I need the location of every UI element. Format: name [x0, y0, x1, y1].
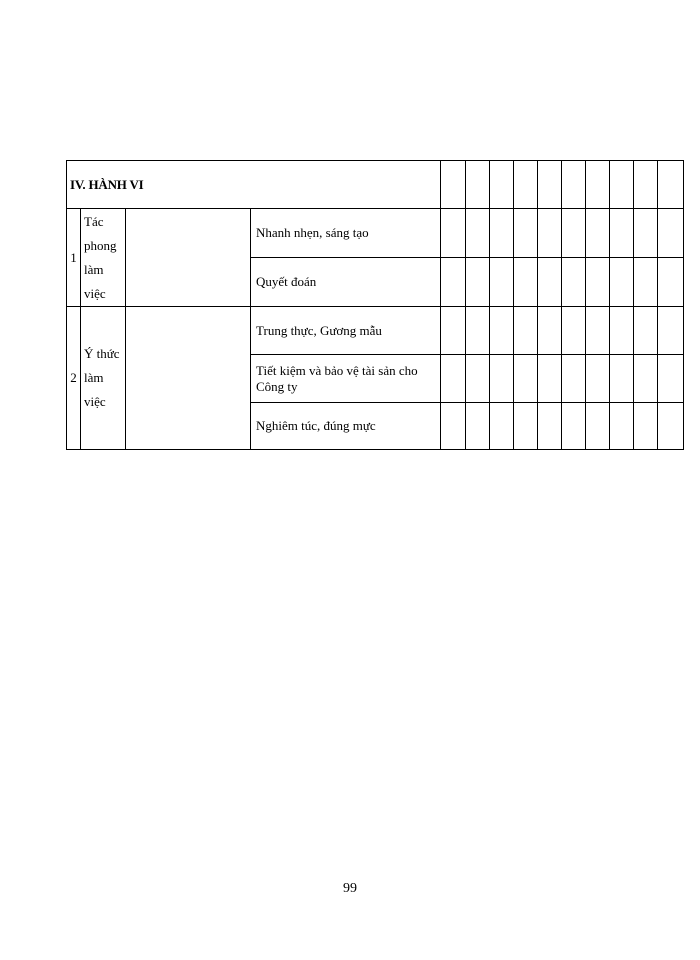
group-name-line: làm việc	[84, 370, 106, 409]
score-cell	[562, 403, 586, 450]
criterion-label: Nghiêm túc, đúng mực	[251, 403, 441, 450]
score-cell	[514, 258, 538, 307]
score-cell	[586, 307, 610, 355]
score-cell	[514, 209, 538, 258]
score-cell	[658, 307, 684, 355]
score-cell	[610, 258, 634, 307]
score-cell	[562, 209, 586, 258]
score-cell	[441, 307, 466, 355]
score-cell	[441, 355, 466, 403]
group-name-line: Tác	[84, 213, 104, 229]
criterion-label: Tiết kiệm và bảo vệ tài sản cho Công ty	[251, 355, 441, 403]
score-cell	[466, 403, 490, 450]
score-cell	[634, 209, 658, 258]
criterion-label: Quyết đoán	[251, 258, 441, 307]
score-cell	[586, 161, 610, 209]
score-cell	[441, 403, 466, 450]
score-cell	[562, 355, 586, 403]
score-cell	[441, 161, 466, 209]
group-name	[81, 307, 126, 450]
section-header-row	[67, 161, 684, 209]
group-name	[81, 209, 126, 307]
score-cell	[562, 161, 586, 209]
criterion-row	[67, 209, 684, 258]
score-cell	[610, 209, 634, 258]
score-cell	[658, 209, 684, 258]
score-cell	[538, 355, 562, 403]
section-title: IV. HÀNH VI	[67, 161, 441, 209]
score-cell	[466, 161, 490, 209]
score-cell	[538, 258, 562, 307]
behavior-evaluation-table	[66, 160, 684, 450]
score-cell	[658, 258, 684, 307]
score-cell	[562, 307, 586, 355]
score-cell	[441, 258, 466, 307]
score-cell	[658, 355, 684, 403]
score-cell	[490, 209, 514, 258]
score-cell	[634, 355, 658, 403]
group-name-line: làm việc	[84, 261, 106, 301]
score-cell	[538, 209, 562, 258]
score-cell	[538, 403, 562, 450]
group-name-line: phong	[84, 237, 117, 253]
score-cell	[490, 355, 514, 403]
score-cell	[538, 161, 562, 209]
score-cell	[441, 209, 466, 258]
score-cell	[466, 209, 490, 258]
score-cell	[514, 161, 538, 209]
score-cell	[634, 258, 658, 307]
score-cell	[634, 307, 658, 355]
score-cell	[466, 258, 490, 307]
score-cell	[610, 307, 634, 355]
group-name-line: Ý thức	[84, 346, 120, 361]
score-cell	[610, 403, 634, 450]
score-cell	[610, 161, 634, 209]
score-cell	[562, 258, 586, 307]
criterion-label: Nhanh nhẹn, sáng tạo	[251, 209, 441, 258]
criterion-row	[67, 307, 684, 355]
group-number: 2	[67, 307, 81, 450]
score-cell	[658, 403, 684, 450]
score-cell	[466, 307, 490, 355]
score-cell	[490, 307, 514, 355]
blank-cell	[126, 209, 251, 307]
score-cell	[586, 258, 610, 307]
criterion-label: Trung thực, Gương mẫu	[251, 307, 441, 355]
score-cell	[586, 403, 610, 450]
score-cell	[634, 403, 658, 450]
page-number: 99	[343, 881, 357, 896]
group-number: 1	[67, 209, 81, 307]
score-cell	[610, 355, 634, 403]
score-cell	[586, 355, 610, 403]
score-cell	[490, 161, 514, 209]
score-cell	[466, 355, 490, 403]
score-cell	[490, 258, 514, 307]
score-cell	[538, 307, 562, 355]
blank-cell	[126, 307, 251, 450]
score-cell	[586, 209, 610, 258]
score-cell	[658, 161, 684, 209]
score-cell	[514, 403, 538, 450]
score-cell	[634, 161, 658, 209]
score-cell	[514, 307, 538, 355]
score-cell	[490, 403, 514, 450]
score-cell	[514, 355, 538, 403]
